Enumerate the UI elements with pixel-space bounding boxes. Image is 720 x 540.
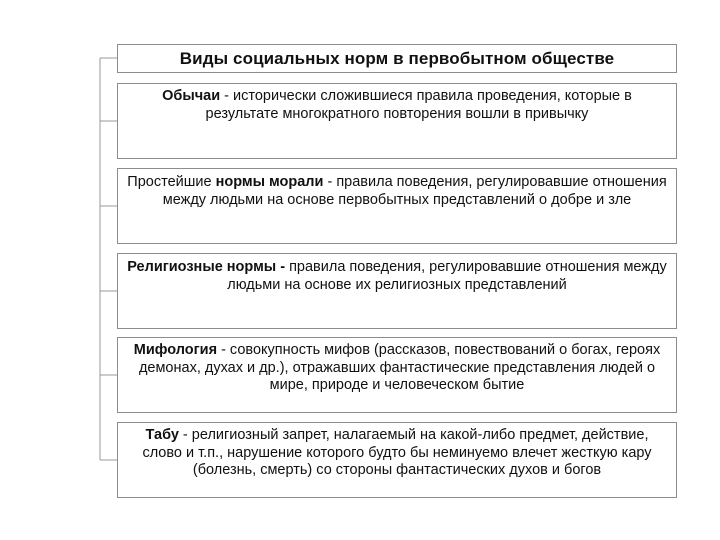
norm-description: - исторически сложившиеся правила проведения, которые в результате многократного повторения вошли в привычку bbox=[205, 88, 632, 122]
norm-box-mythology bbox=[117, 337, 677, 413]
norm-term: Обычаи bbox=[162, 88, 221, 104]
norm-pre: Простейшие bbox=[127, 174, 216, 190]
norm-description: - правила поведения, регулировавшие отношения между людьми на основе первобытных представлений о добре и зле bbox=[162, 174, 667, 208]
diagram-title: Виды социальных норм в первобытном обществе bbox=[117, 44, 677, 73]
norm-box-religious bbox=[117, 253, 677, 329]
norm-term: Мифология bbox=[133, 342, 218, 358]
norm-box-taboo bbox=[117, 422, 677, 498]
norm-term: Табу bbox=[145, 427, 179, 443]
norm-description: правила поведения, регулировавшие отношения между людьми на основе их религиозных представлений bbox=[227, 259, 667, 293]
norm-term: нормы морали bbox=[215, 174, 324, 190]
norm-box-customs bbox=[117, 83, 677, 159]
norm-box-morals bbox=[117, 168, 677, 244]
norm-term: Религиозные нормы - bbox=[127, 259, 286, 275]
norm-description: - совокупность мифов (рассказов, повествований о богах, героях демонах, духах и др.), отражавших фантастические представления людей о мире, природе и человеческом бытие bbox=[138, 342, 661, 393]
norm-description: - религиозный запрет, налагаемый на какой-либо предмет, действие, слово и т.п., нарушение которого будто бы неминуемо влечет жесткую кару (болезнь, смерть) со стороны фантастических духов и богов bbox=[142, 427, 652, 478]
